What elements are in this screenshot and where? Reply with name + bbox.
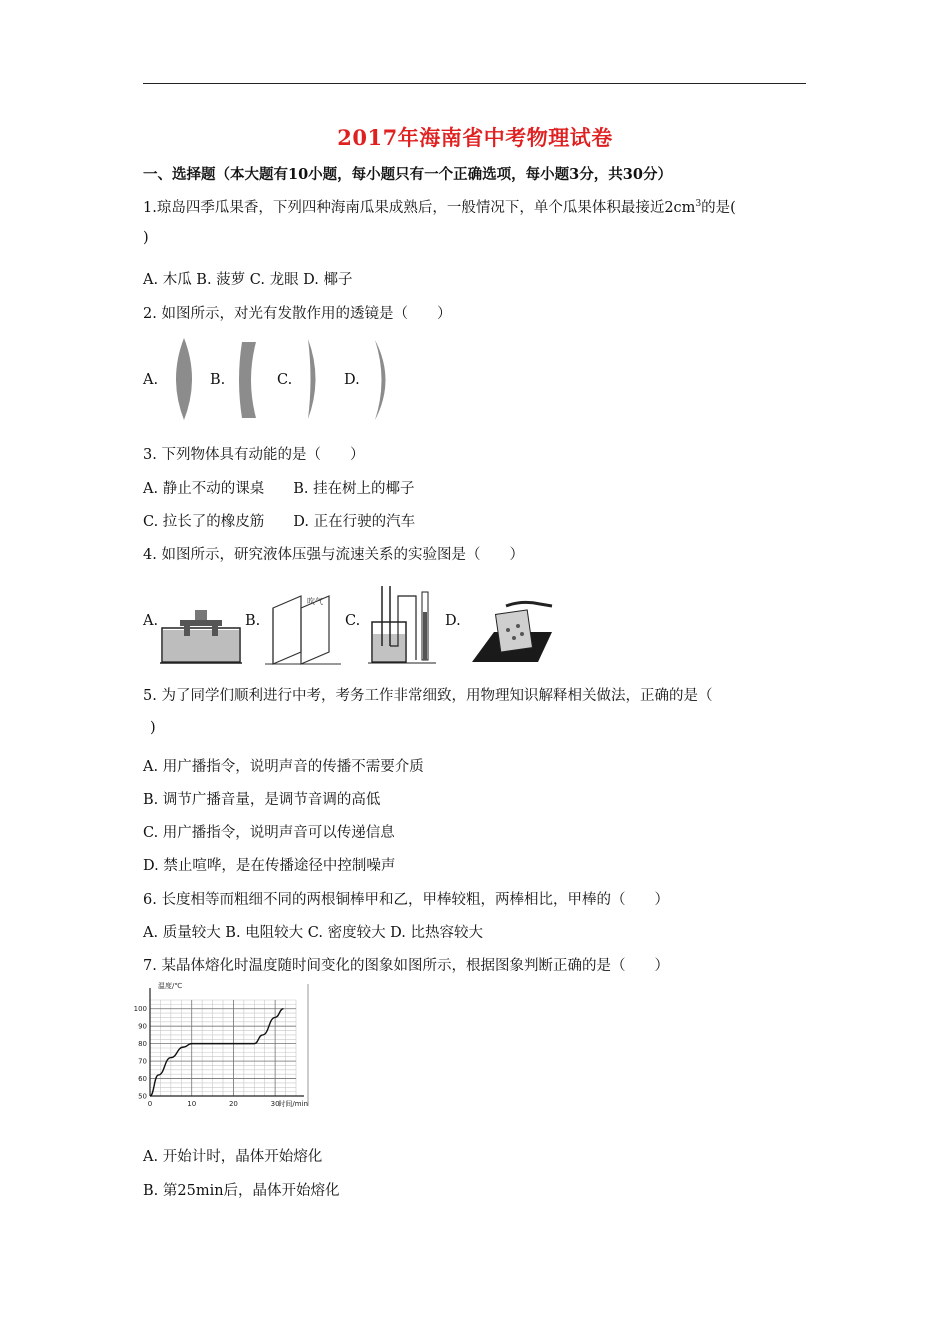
q5-stem: 5. 为了同学们顺利进行中考，考务工作非常细致，用物理知识解释相关做法，正确的是（: [143, 688, 713, 704]
q1-options: A. 木瓜 B. 菠萝 C. 龙眼 D. 椰子: [143, 272, 353, 288]
y-tick-label: 60: [138, 1075, 147, 1084]
q4-figure-c-pressure-gauge: [368, 582, 436, 666]
y-tick-label: 50: [138, 1092, 147, 1101]
q5-option-d: D. 禁止喧哗，是在传播途径中控制噪声: [143, 858, 396, 874]
page-title: 2017年海南省中考物理试卷: [337, 125, 613, 150]
q2-label-a: A.: [143, 372, 159, 388]
q4-label-a: A.: [143, 613, 159, 629]
q5-option-a: A. 用广播指令，说明声音的传播不需要介质: [143, 759, 424, 775]
x-tick-label: 10: [187, 1100, 197, 1108]
section-heading: 一、选择题（本大题有10小题，每小题只有一个正确选项，每小题3分，共30分）: [143, 166, 672, 183]
q2-label-d: D.: [344, 372, 360, 388]
x-tick-label: 20: [228, 1100, 238, 1108]
x-tick-label: 0: [147, 1100, 153, 1108]
melting-curve-chart: [133, 980, 316, 1110]
meniscus-lens-figure: [372, 338, 396, 422]
q4-figure-b-note: 吹气: [307, 597, 323, 606]
convex-lens-figure: [172, 336, 196, 422]
y-tick-label: 70: [138, 1057, 147, 1066]
q1-stem: 1.琼岛四季瓜果香，下列四种海南瓜果成熟后，一般情况下，单个瓜果体积最接近$2cm^3$的是(: [143, 199, 736, 216]
q7-stem: 7. 某晶体熔化时温度随时间变化的图象如图所示，根据图象判断正确的是（ ）: [143, 958, 669, 974]
concave-lens-figure: [238, 340, 260, 420]
q4-label-d: D.: [445, 613, 461, 629]
q5-option-b: B. 调节广播音量，是调节音调的高低: [143, 792, 381, 808]
q1-stem-end: ): [143, 230, 149, 246]
y-tick-label: 80: [138, 1040, 147, 1049]
q5-stem-end: ): [150, 720, 156, 736]
q6-options: A. 质量较大 B. 电阻较大 C. 密度较大 D. 比热容较大: [143, 925, 484, 941]
q5-option-c: C. 用广播指令，说明声音可以传递信息: [143, 825, 395, 841]
q7-option-a: A. 开始计时，晶体开始熔化: [143, 1149, 323, 1165]
q2-label-b: B.: [210, 372, 226, 388]
q4-figure-b-blowing-paper: [265, 592, 341, 666]
x-tick-label: 30: [270, 1100, 280, 1108]
q3-stem: 3. 下列物体具有动能的是（ ）: [143, 447, 365, 463]
q2-label-c: C.: [277, 372, 293, 388]
x-axis-label: 时间/min: [278, 1100, 308, 1108]
q4-stem: 4. 如图所示，研究液体压强与流速关系的实验图是（ ）: [143, 547, 524, 563]
y-tick-label: 100: [133, 1005, 147, 1014]
q6-stem: 6. 长度相等而粗细不同的两根铜棒甲和乙，甲棒较粗，两棒相比，甲棒的（ ）: [143, 892, 669, 908]
y-tick-label: 90: [138, 1022, 147, 1031]
q3-options-line1: A. 静止不动的课桌 B. 挂在树上的椰子: [143, 481, 415, 497]
q2-stem: 2. 如图所示，对光有发散作用的透镜是（ ）: [143, 306, 452, 322]
q3-options-line2: C. 拉长了的橡皮筋 D. 正在行驶的汽车: [143, 514, 416, 530]
q4-label-b: B.: [245, 613, 261, 629]
q4-figure-d-pressing-block: [470, 598, 554, 666]
header-rule: [143, 83, 806, 84]
q4-label-c: C.: [345, 613, 361, 629]
y-axis-label: 温度/℃: [158, 982, 183, 990]
plano-convex-lens-figure: [305, 337, 323, 421]
q4-figure-a-table-on-sand: [160, 600, 242, 666]
q7-option-b: B. 第25min后，晶体开始熔化: [143, 1183, 340, 1199]
